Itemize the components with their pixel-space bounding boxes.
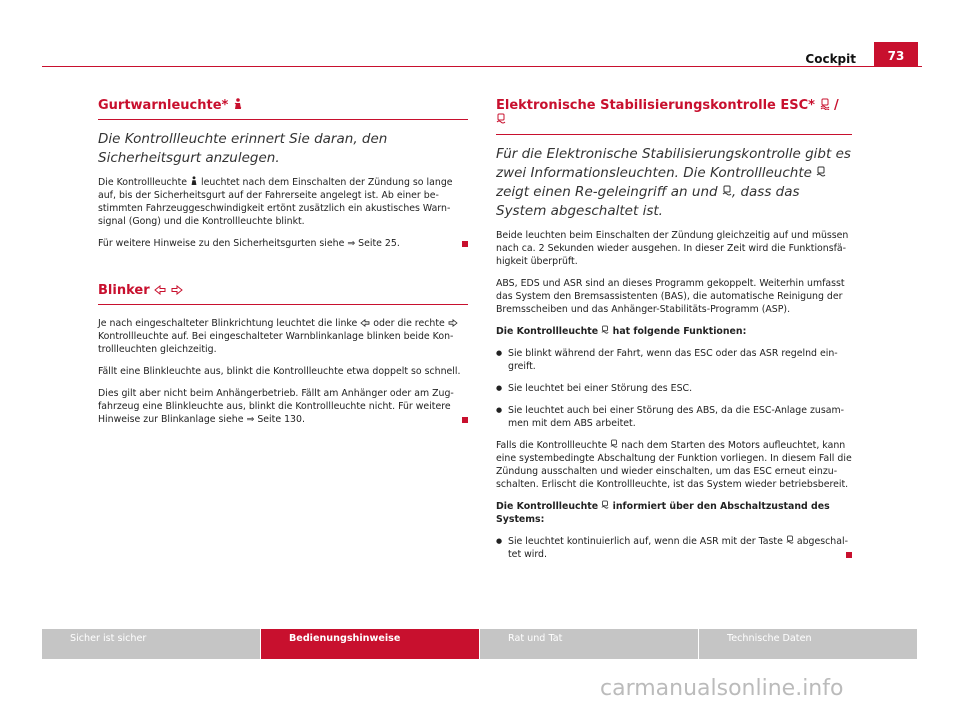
esc-off-icon [601,500,609,510]
turn-right-icon [171,285,183,295]
page-number: 73 [874,42,918,67]
paragraph: ABS, EDS und ASR sind an dieses Programm gekoppelt. Weiterhin umfasst das System den Bremsassistenten (BAS), die automatische Reinigung der Bremsscheiben und das Anhänger-Stabilitäts-Programm (ASP). [496,278,845,315]
list-item: ● Sie leuchtet auch bei einer Störung des ABS, da die ESC-Anlage zusam-men mit dem ABS arbeitet. [496,404,852,430]
list-item: ● Sie leuchtet bei einer Störung des ESC. [496,382,852,395]
footer-nav [42,629,918,659]
turn-left-icon [154,285,166,295]
esc-icon [820,98,830,110]
footer-tab-rat[interactable]: Rat und Tat [480,629,698,659]
end-marker [462,417,468,423]
paragraph: Je nach eingeschalteter Blinkrichtung leuchtet die linke oder die rechte Kontrollleuchte auf. Bei eingeschalteter Warnblinkanlage blinken beide Kon-trollleuchten gleichzeitig. [98,317,468,356]
turn-right-icon [448,319,458,327]
paragraph: Für weitere Hinweise zu den Sicherheitsgurten siehe ⇒ Seite 25. [98,237,468,250]
subheading: Die Kontrollleuchte informiert über den Abschaltzustand des Systems: [496,501,830,525]
esc-off-icon [496,113,506,125]
esc-icon [601,325,609,335]
section-title-esc: Elektronische Stabilisierungskontrolle ESC* / [496,98,852,135]
right-column [496,98,852,570]
paragraph: Dies gilt aber nicht beim Anhängerbetrieb. Fällt am Anhänger oder am Zug-fahrzeug eine Blinkleuchte aus, blinkt die Kontrollleuchte nicht. Für weitere Hinweise zur Blinkanlage siehe ⇒ Seite 130. [98,387,468,426]
header-rule [42,66,922,67]
esc-off-icon [722,185,732,197]
left-column [98,98,468,435]
subheading: Die Kontrollleuchte hat folgende Funktionen: [496,326,747,337]
footer-tab-technik[interactable]: Technische Daten [699,629,917,659]
seatbelt-icon [233,98,243,110]
list-item: ● Sie leuchtet kontinuierlich auf, wenn die ASR mit der Taste abgeschal-tet wird. [496,535,852,561]
esc-icon [610,439,618,449]
footer-tab-sicher[interactable]: Sicher ist sicher [42,629,260,659]
end-marker [462,241,468,247]
watermark: carmanualsonline.info [600,676,844,701]
turn-left-icon [360,319,370,327]
section-title-blinker: Blinker [98,283,468,305]
paragraph: Die Kontrollleuchte leuchtet nach dem Einschalten der Zündung so lange auf, bis der Sicherheitsgurt auf der Fahrerseite angelegt ist. Ab einer be-stimmten Fahrzeuggeschwindigkeit ertönt zusätzlich ein akustisches Warn-signal (Gong) und die Kontrollleuchte blinkt. [98,177,453,227]
section-title-gurt: Gurtwarnleuchte* [98,98,468,120]
section-lead-esc: Für die Elektronische Stabilisierungskontrolle gibt es zwei Informationsleuchten. Die Kontrollleuchte zeigt einen Re-geleingriff an und , dass das System abgeschaltet ist. [496,146,851,219]
paragraph: Beide leuchten beim Einschalten der Zündung gleichzeitig auf und müssen nach ca. 2 Sekunden wieder ausgehen. In dieser Zeit wird die Funktionsfä-higkeit überprüft. [496,230,849,267]
footer-tab-bedienung[interactable]: Bedienungshinweise [261,629,479,659]
list-item: ● Sie blinkt während der Fahrt, wenn das ESC oder das ASR regelnd ein-greift. [496,347,852,373]
esc-off-icon [786,535,794,545]
seatbelt-icon [190,176,198,186]
paragraph: Falls die Kontrollleuchte nach dem Starten des Motors aufleuchtet, kann eine systembedingte Abschaltung der Funktion vorliegen. In diesem Fall die Zündung ausschalten und wieder einschalten, um das ESC erneut einzu-schalten. Erlischt die Kontrollleuchte, ist das System wieder betriebsbereit. [496,440,852,490]
section-lead-gurt: Die Kontrollleuchte erinnert Sie daran, den Sicherheitsgurt anzulegen. [98,131,388,166]
page-title: Cockpit [805,52,856,66]
end-marker [846,552,852,558]
paragraph: Fällt eine Blinkleuchte aus, blinkt die Kontrollleuchte etwa doppelt so schnell. [98,366,461,377]
esc-icon [816,166,826,178]
